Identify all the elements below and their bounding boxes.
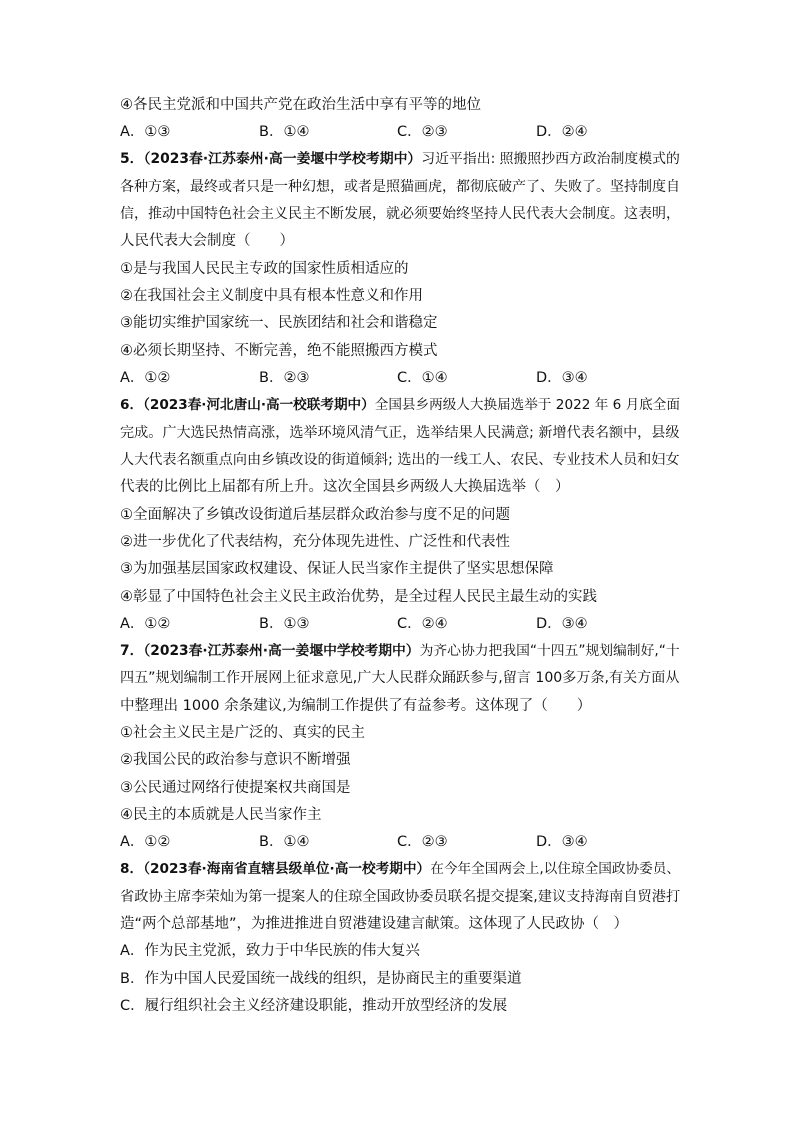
q7-stem-line-3: 中整理出 1000 余条建议,为编制工作提供了有益参考。这体现了（ ） [120, 698, 592, 714]
q6-option-d: D．③④ [536, 616, 588, 632]
question-number: 8． [120, 861, 144, 877]
q6-statement-3: ③为加强基层国家政权建设、保证人民当家作主提供了坚实思想保障 [120, 561, 554, 577]
q4-option-c: C．②③ [397, 124, 448, 140]
q5-stem-text: 习近平指出: 照搬照抄西方政治制度模式的 [421, 151, 680, 167]
q4-options [120, 123, 680, 141]
q5-stem-line-4: 人民代表大会制度（ ） [120, 233, 294, 249]
q5-statement-1: ①是与我国人民民主专政的国家性质相适应的 [120, 261, 409, 277]
q5-statement-3: ③能切实维护国家统一、民族团结和社会和谐稳定 [120, 315, 438, 331]
q6-stem-line-3: 人大代表名额重点向由乡镇改设的街道倾斜; 选出的一线工人、农民、专业技术人员和妇女 [120, 452, 680, 468]
q6-statement-4: ④彰显了中国特色社会主义民主政治优势，是全过程人民民主最生动的实践 [120, 589, 597, 605]
q7-stem-line-1 [120, 642, 680, 660]
q5-option-b: B．②③ [259, 370, 310, 386]
q8-option-a: A．作为民主党派，致力于中华民族的伟大复兴 [120, 943, 420, 959]
q7-statement-4: ④民主的本质就是人民当家作主 [120, 807, 322, 823]
q6-option-b: B．①③ [259, 616, 310, 632]
q7-statement-1: ①社会主义民主是广泛的、真实的民主 [120, 725, 365, 741]
question-source: （2023春·江苏泰州·高一姜堰中学校考期中） [143, 151, 422, 167]
q5-options [120, 369, 680, 387]
q6-stem-text: 全国县乡两级人大换届选举于 2022 年 6 月底全面 [374, 397, 680, 413]
q5-stem-line-1 [120, 150, 680, 168]
q8-stem-line-3: 造“两个总部基地”，为推进推进自贸港建设建言献策。这体现了人民政协（ ） [120, 916, 629, 932]
q4-option-b: B．①④ [259, 124, 310, 140]
q7-stem-line-2: 四五”规划编制工作开展网上征求意见,广大人民群众踊跃参与,留言 100多万条,有关方面从 [120, 670, 680, 686]
q4-option-a: A．①③ [120, 124, 171, 140]
q5-option-d: D．③④ [536, 370, 588, 386]
q7-option-c: C．②③ [397, 834, 448, 850]
question-number: 5． [120, 151, 144, 167]
q7-options [120, 833, 680, 851]
question-number: 6． [120, 397, 144, 413]
q6-statement-1: ①全面解决了乡镇改设街道后基层群众政治参与度不足的问题 [120, 507, 510, 523]
q5-stem-line-2: 各种方案，最终或者只是一种幻想，或者是照猫画虎，都彻底破产了、失败了。坚持制度自 [120, 179, 680, 195]
question-number: 7． [120, 643, 144, 659]
q7-option-a: A．①② [120, 834, 171, 850]
q5-stem-line-3: 信，推动中国特色社会主义民主不断发展，就必须要始终坚持人民代表大会制度。这表明， [120, 206, 680, 222]
question-source: （2023春·江苏泰州·高一姜堰中学校考期中） [143, 643, 420, 659]
q6-statement-2: ②进一步优化了代表结构，充分体现先进性、广泛性和代表性 [120, 534, 510, 550]
q5-statement-2: ②在我国社会主义制度中具有根本性意义和作用 [120, 288, 423, 304]
q7-option-b: B．①④ [259, 834, 310, 850]
q4-statement-4: ④各民主党派和中国共产党在政治生活中享有平等的地位 [120, 97, 481, 113]
q6-stem-line-2: 完成。广大选民热情高涨，选举环境风清气正，选举结果人民满意; 新增代表名额中，县级 [120, 425, 680, 441]
q6-option-c: C．②④ [397, 616, 448, 632]
q6-option-a: A．①② [120, 616, 171, 632]
q5-statement-4: ④必须长期坚持、不断完善，绝不能照搬西方模式 [120, 343, 438, 359]
q5-option-a: A．①② [120, 370, 171, 386]
q8-stem-text: 在今年全国两会上,以住琼全国政协委员、 [430, 861, 681, 877]
question-source: （2023春·河北唐山·高一校联考期中） [143, 397, 375, 413]
q7-stem-text: 为齐心协力把我国“十四五”规划编制好,“十 [419, 643, 680, 659]
q7-statement-3: ③公民通过网络行使提案权共商国是 [120, 780, 351, 796]
q8-stem-line-1 [120, 860, 680, 878]
q6-stem-line-1 [120, 396, 680, 414]
q7-option-d: D．③④ [536, 834, 588, 850]
q7-statement-2: ②我国公民的政治参与意识不断增强 [120, 752, 351, 768]
q5-option-c: C．①④ [397, 370, 448, 386]
q8-option-b: B．作为中国人民爱国统一战线的组织，是协商民主的重要渠道 [120, 971, 522, 987]
question-source: （2023春·海南省直辖县级单位·高一校考期中） [143, 861, 431, 877]
q6-stem-line-4: 代表的比例比上届都有所上升。这次全国县乡两级人大换届选举（ ） [120, 479, 570, 495]
q6-options [120, 615, 680, 633]
q4-option-d: D．②④ [536, 124, 588, 140]
q8-stem-line-2: 省政协主席李荣灿为第一提案人的住琼全国政协委员联名提交提案,建议支持海南自贸港打 [120, 889, 681, 905]
q8-option-c: C．履行组织社会主义经济建设职能，推动开放型经济的发展 [120, 998, 508, 1014]
